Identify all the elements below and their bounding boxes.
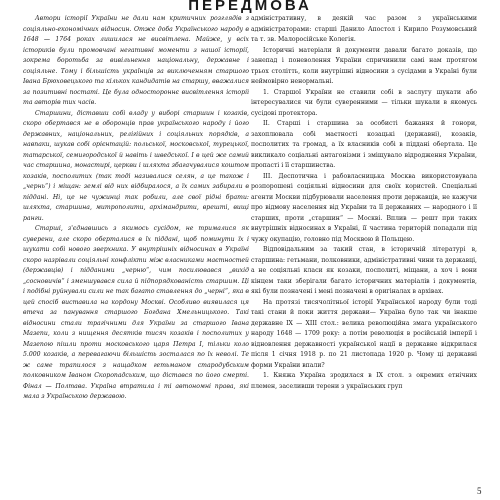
paragraph: II. Старші і старшина за особисті бажання й гонори, захоплювала собі маєтності козацькі (державні), козаків, посполитих та громад, а їх власників собі в піддані обертала. Це викликало соціальні антагонізми і зміщувало відродження України, пропасті і її старшинства. [251, 120, 477, 169]
page-title: ПЕРЕДМОВА [188, 0, 312, 14]
right-column [251, 14, 477, 486]
paragraph: Історичні матеріали й документи давали багато доказів, що занепад і поневолення України спричинили самі нам протягом трьох столітть, коли внутрішні відносини з сусідами в Україні були неймовірно ненормальні. [251, 46, 477, 85]
paragraph: Відповідальним за такий стан, в історичній літературі в, старшина: гетьмани, полковники, адміністративні чини та державці, а не соціяльні класи як козаки, посполиті, міщани, а хоч і вони кінцем таки зберігали багато історичних матеріалів і документів, які були позначені і мені позначені в оригіналах в архівах. [251, 246, 477, 295]
paragraph: III. Деспотична і рабовласницька Москва використовувала розпорошені соціяльні відносини для своїх користей. Спеціальні агенти Москви підбурювали населення проти державців, не кажучи про відмову населення від України та її державних — народного і її старших, проти „старшин“ — Москві. Вплив — решт при таких внутрішніх відносинах в Україні, її частина територій попадали під чужу окупацію, головно під Москвою й Польщею. [251, 172, 477, 243]
page-number: 5 [477, 486, 482, 496]
paragraph: 1. Старшої України не ставили собі в заслугу шукати або інтересувалися чи були суверенними — тільки шукали в якомусь сусідові протектора. [251, 88, 477, 117]
paragraph: Старші, з'єднавшись з якимось сусідом, не трималися як суверени, але скоро оберталися в їх піддані, щоб поминути їх і шукати собі нового зверхника. У внутрішніх відносинах в Україні скоро назрівали соціяльні конфлікти між власниками маєтностей (державців) і підданими „черню“, чим посилювався „вихід „сосновичів“ і зменшувався сила й підпорядкованість старшим. Ці і подібні руйнували сили не так багато ставлення до „черні“, яка в цей спосіб виставила на кордону Москві. Особливо виявилася ця втеча за панування старшого Богдана Хмельницького. Такі відносини стали трагічними для України за старшого Івана Мазепи, коли з нищення десятків тисяч козаків і посполитих у Мазепою пішли проти московського царя Петра І, тільки коло 5.000 козаків, а перевагаючи більшість зосталася по їх неволі. Те ж саме трапилося з нащадком гетьманом стародубським полковником Іваном Скоропадським, що дістався по його смерті. Фінал — Полтава. Україна втратила і ті автономні права, які мала з Українською державою. [23, 225, 249, 400]
paragraph: Автори історії України не дали нам критичних розглядів з соціяльно-економічних відносин. Отже доба Українського народу в 1648 — 1764 роках лишилася не висвітлена. Майже, у всіх істориків були промовчані негативні моменти з нашої історії, зокрема боротьба за вивільнення національну, державне і соціяльне. Тому і більшість українців за виключенням старшого Івана Брюховецького та кількох кандидатів на старшу, вважалися за позитивні постаті. Це була одностороннє висвітлення історії та авторів тих часів. [23, 15, 249, 106]
left-column [23, 14, 249, 486]
paragraph: 1. Княжа Україна зродилася в ІХ стол. з окремих етнічних племен, заселивши терени з українських груп [251, 372, 477, 390]
paragraph: адміністративну, в деякій час разом з українськими адміністраторами: старші Данило Апостол і Кирило Розумовський та т. зв. Малоросійське Колегія. [251, 15, 477, 43]
paragraph: Старшини, діставши собі владу у виборі старшин і козаків, скоро обертався не в оборонців прав українського народу і його державних, національних, релігійних і соціяльних порядків, а навпаки, шукав собі орієнтацій: польської, московської, турецької, татарської, семигородської й навіть і шведської. І в цей же самий час старшина, монастирі, церкви і шляхта збагачувалися коштом козаків, посполитих (так тоді називалися селян, а це також і „чернь“) і міщан: землі від них відбиралося, а їх самих забирали в піддані. Ні, це не чужинці так робили, але свої рідні брати: шляхта, старшина, митрополити, архімандрити, врешті, вищі ранги. [23, 109, 249, 222]
paragraph: На протязі тисячолітньої історії Української народу були тоді такі стани й поки життя держави— Україна було так чи інакше державне ІХ — XIII стол.: велика революційна змага українського народу 1648 — 1709 року: а потім революція в російській імперії і відновлення державності української нації в державне відкрилася після 1 січня 1918 р. по 21 листопада 1920 р. Чому ці державні форми України впали? [251, 298, 477, 369]
